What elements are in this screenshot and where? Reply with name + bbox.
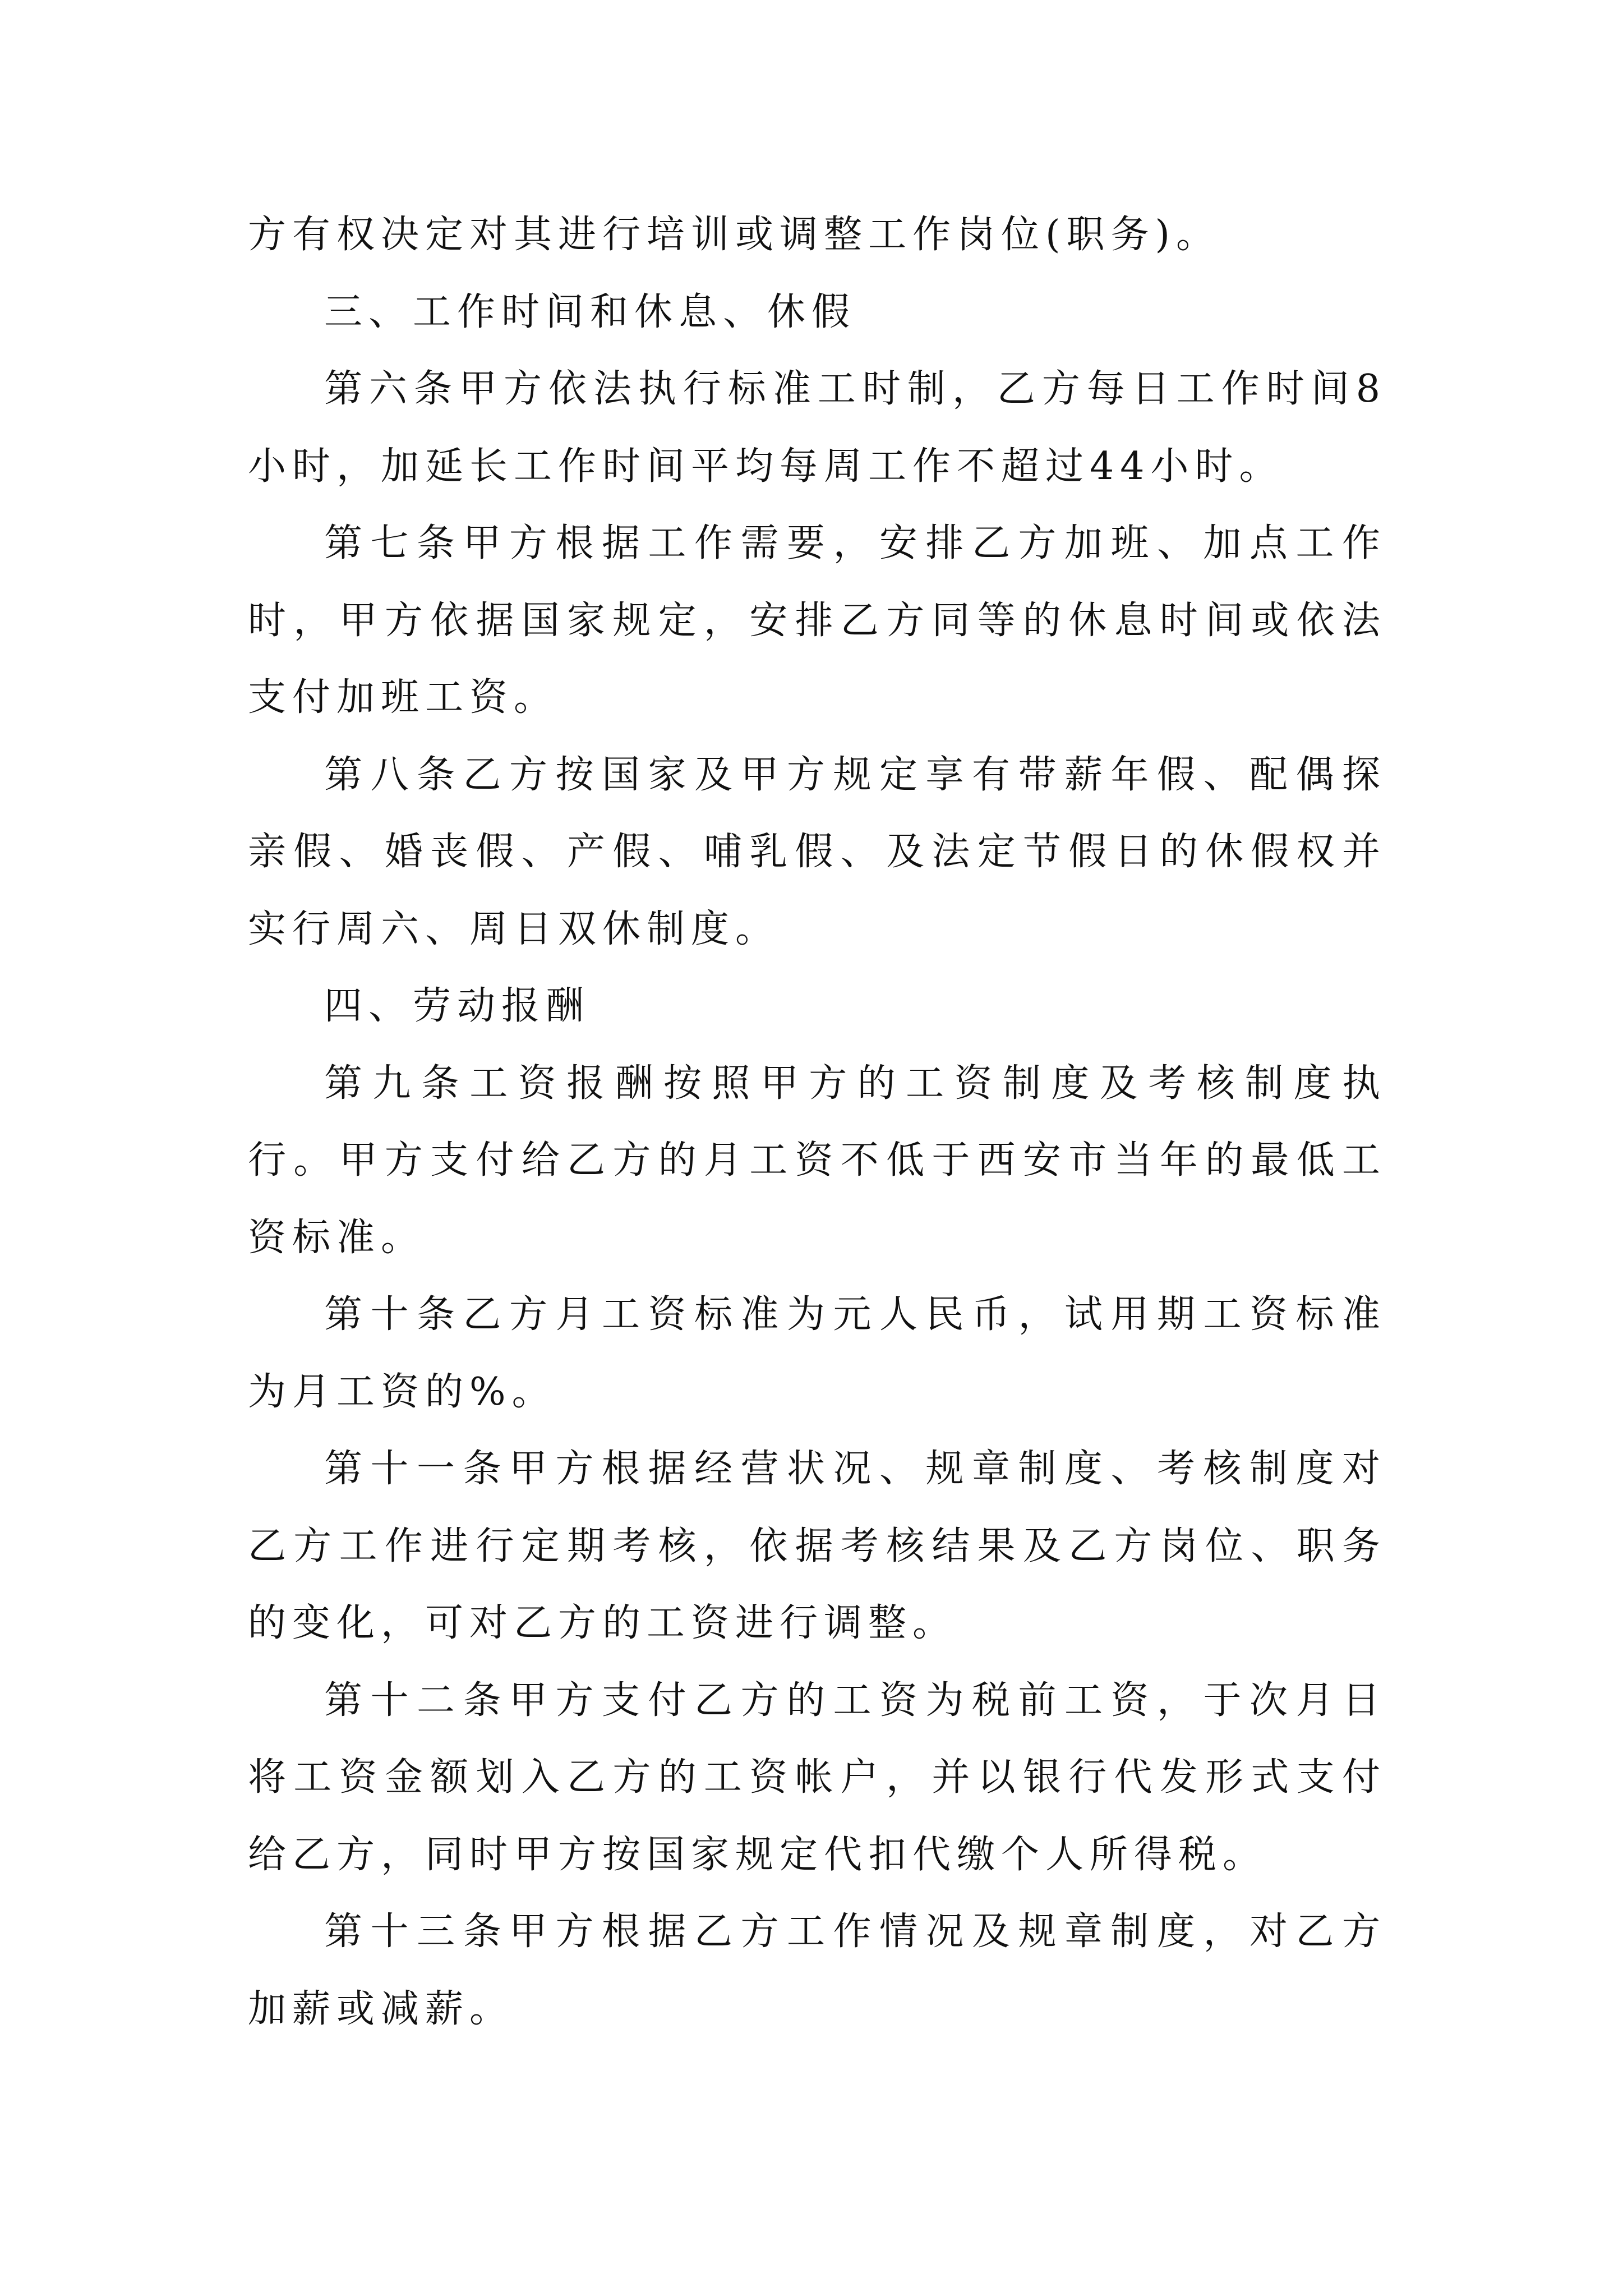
continuation-paragraph: 方有权决定对其进行培训或调整工作岗位(职务)。 [248,213,1221,257]
article-11-paragraph: 第十一条甲方根据经营状况、规章制度、考核制度对乙方工作进行定期考核，依据考核结果及乙方岗位、职务的变化，可对乙方的工资进行调整。 [248,1447,1386,1645]
article-10-paragraph: 第十条乙方月工资标准为元人民币，试用期工资标准为月工资的%。 [248,1292,1386,1414]
article-13-paragraph: 第十三条甲方根据乙方工作情况及规章制度，对乙方加薪或减薪。 [248,1910,1386,2031]
document-body [248,196,1386,2047]
article-7-paragraph: 第七条甲方根据工作需要，安排乙方加班、加点工作时，甲方依据国家规定，安排乙方同等的休息时间或依法支付加班工资。 [248,521,1386,720]
article-6-paragraph: 第六条甲方依法执行标准工时制，乙方每日工作时间8小时，加延长工作时间平均每周工作不超过44小时。 [248,367,1386,489]
article-9-paragraph: 第九条工资报酬按照甲方的工资制度及考核制度执行。甲方支付给乙方的月工资不低于西安市当年的最低工资标准。 [248,1061,1386,1260]
article-12-paragraph: 第十二条甲方支付乙方的工资为税前工资，于次月日将工资金额划入乙方的工资帐户，并以银行代发形式支付给乙方，同时甲方按国家规定代扣代缴个人所得税。 [248,1678,1386,1877]
section-heading-work-time: 三、工作时间和休息、休假 [324,289,856,334]
section-heading-remuneration: 四、劳动报酬 [324,984,591,1028]
article-8-paragraph: 第八条乙方按国家及甲方规定享有带薪年假、配偶探亲假、婚丧假、产假、哺乳假、及法定节假日的休假权并实行周六、周日双休制度。 [248,752,1386,951]
